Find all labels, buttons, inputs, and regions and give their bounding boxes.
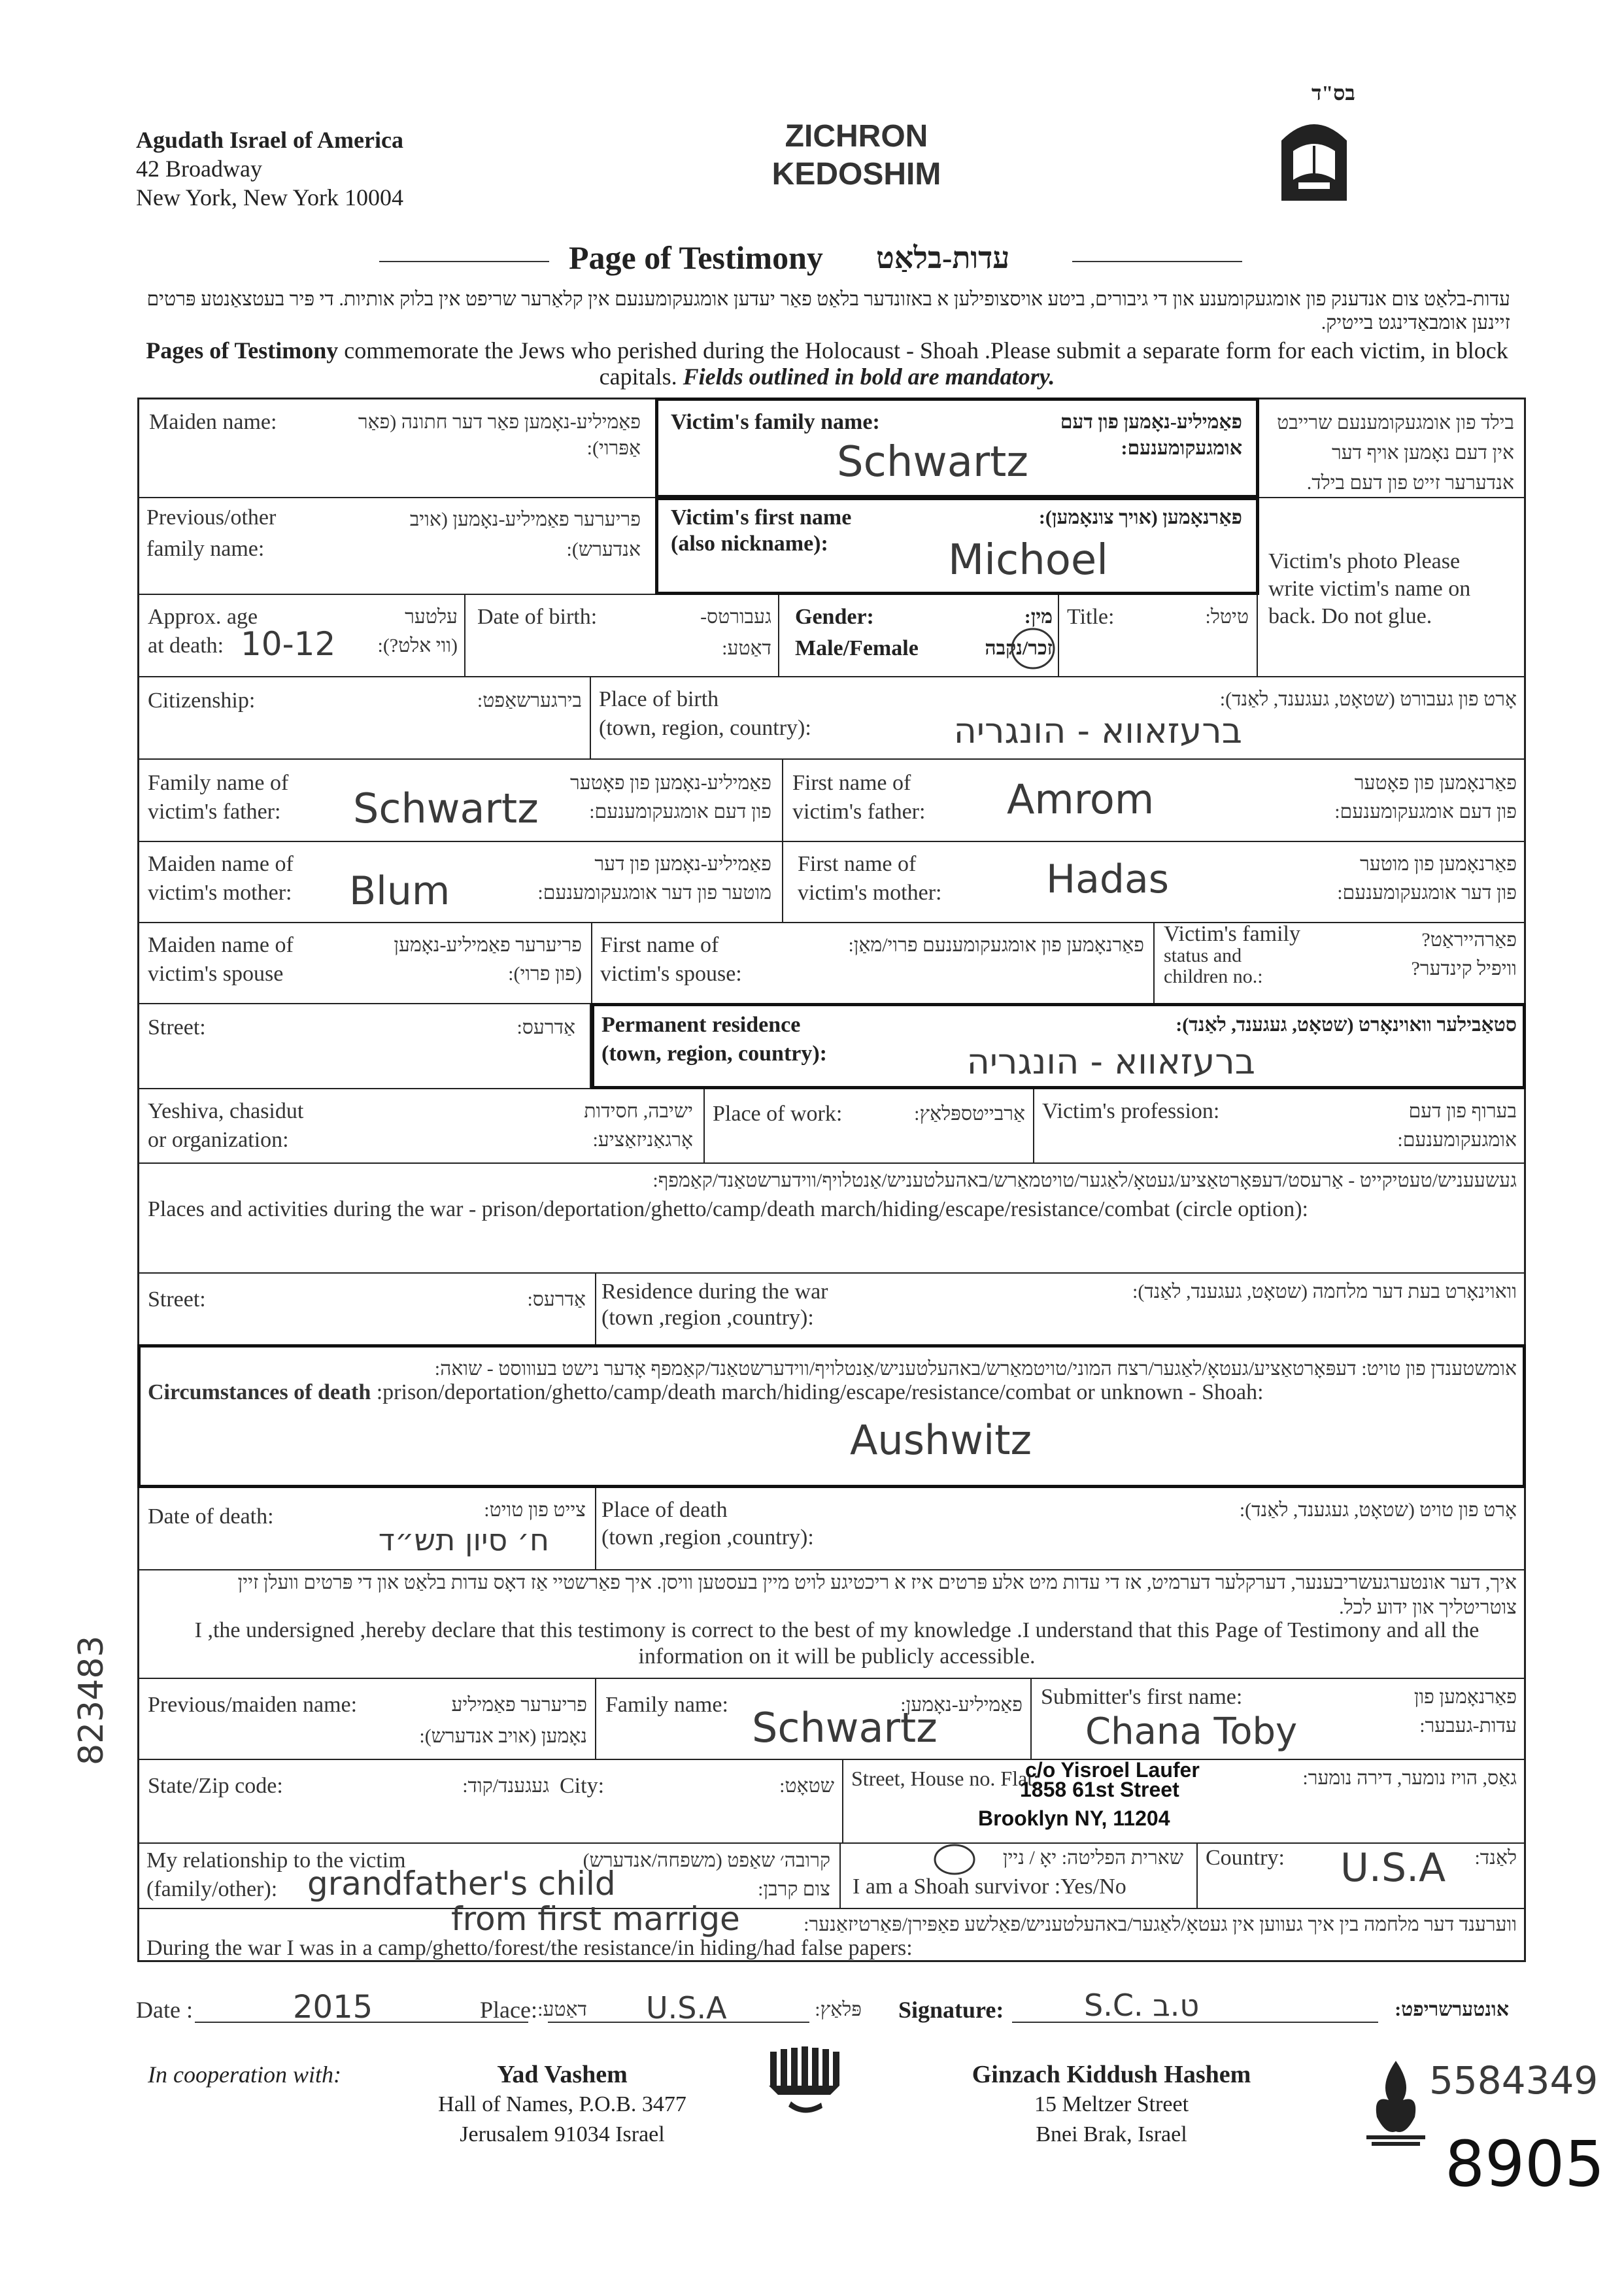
yeshiva-he2: אָרגאַניזאַציע: <box>592 1129 693 1151</box>
circumstances-label <box>148 1380 1517 1406</box>
street-he: אַדרעס: <box>516 1017 575 1038</box>
margin-number: 823483 <box>72 1635 111 1765</box>
father-family-label1: Family name of <box>148 771 289 795</box>
family-name-label: Victim's family name: <box>671 410 880 434</box>
father-first-value[interactable]: Amrom <box>1007 775 1155 823</box>
address-stamp-line2: 1858 61st Street <box>1020 1778 1179 1801</box>
work-label: Place of work: <box>713 1102 843 1126</box>
sub-prev-label: Previous/maiden name: <box>148 1693 358 1717</box>
activities-he: געשעעניש/טעטיקייט - אַרעסט/דעפּאָרטאַציע/געטאָ/לאַגער/טויטמאַרש/באהעלטעניש/אַנטלויף/ווידערשטאַנד/קאַמפף: <box>652 1170 1517 1191</box>
spouse-maiden-label2: victim's spouse <box>148 962 284 986</box>
address-stamp-line1: c/o Yisroel Laufer <box>1025 1758 1200 1782</box>
ginzach-addr1: 15 Meltzer Street <box>1034 2092 1189 2116</box>
family-status-label1: Victim's family <box>1164 922 1300 946</box>
spouse-first-he: פאַרנאָמען פון אומגעקומענעם פרוי/מאַן: <box>848 934 1144 956</box>
dob-he2: דאַטע: <box>722 637 771 659</box>
relationship-value2[interactable]: from first marrige <box>451 1900 740 1938</box>
state-zip-he: געגענד/קוד: <box>462 1775 549 1797</box>
circumstances-label-text: :prison/deportation/ghetto/camp/death march/hiding/escape/resistance/combat or unknown - Shoah: <box>371 1380 1264 1404</box>
age-he2: (ווי אלט?): <box>377 635 458 656</box>
form-title-line1: ZICHRON <box>785 119 928 154</box>
activities-label: Places and activities during the war - prison/deportation/ghetto/camp/death march/hiding/escape/resistance/combat (circle option): <box>148 1197 1308 1221</box>
pob-label1: Place of birth <box>599 687 719 711</box>
title-label: Title: <box>1067 605 1115 629</box>
city-he: שטאָט: <box>779 1775 834 1797</box>
citizenship-he: בירגערשאַפט: <box>477 690 582 711</box>
citizenship-label: Citizenship: <box>148 688 256 713</box>
war-street-label: Street: <box>148 1287 206 1312</box>
sub-first-label: Submitter's first name: <box>1041 1685 1243 1709</box>
ginzach-block <box>928 2060 1294 2150</box>
menorah-logo-icon <box>765 2045 843 2117</box>
house-label: Street, House no. Flat: <box>851 1767 1040 1790</box>
large-number: 8905 <box>1445 2128 1605 2201</box>
mother-first-label2: victim's mother: <box>798 881 942 905</box>
intro-italic: Fields outlined in bold are mandatory. <box>683 364 1055 390</box>
war-street-he: אַדרעס: <box>527 1289 586 1310</box>
first-name-label2: (also nickname): <box>671 532 828 556</box>
sub-first-he2: עדות-געבער: <box>1419 1715 1517 1737</box>
sub-family-he: פאַמיליע-נאָמען: <box>900 1694 1023 1716</box>
profession-label: Victim's profession: <box>1042 1099 1220 1123</box>
pod-label1: Place of death <box>601 1498 728 1522</box>
yad-vashem-addr1: Hall of Names, P.O.B. 3477 <box>438 2092 686 2116</box>
country-he: לאַנד: <box>1474 1847 1517 1869</box>
pob-value[interactable]: ברעזאווא - הונגריה <box>953 710 1242 751</box>
pod-label2: (town ,region ,country): <box>601 1525 814 1550</box>
age-label2: at death: <box>148 634 224 658</box>
country-label: Country: <box>1206 1846 1285 1870</box>
relationship-label2: (family/other): <box>146 1877 278 1901</box>
ginzach-addr2: Bnei Brak, Israel <box>1036 2122 1187 2146</box>
sub-first-he1: פאַרנאָמען פון <box>1413 1686 1517 1708</box>
country-value[interactable]: U.S.A <box>1340 1845 1446 1891</box>
photo-instructions-he: בילד פון אומגעקומענעם שרייבט אין דעם נאָמען אויף דער אנדערער זייט פון דעם בילד. <box>1277 412 1514 494</box>
city-label: City: <box>560 1774 605 1798</box>
age-label1: Approx. age <box>148 605 258 629</box>
mother-first-label1: First name of <box>798 852 917 876</box>
bsd-mark: בס"ד <box>1311 81 1355 105</box>
during-war-he: ווערענד דער מלחמה בין איך געווען אין געטאָ/לאַגער/באהעלטעניש/פאַלשע פאַפּירן/פּאַרטיזאַנער: <box>804 1914 1517 1935</box>
father-first-label2: victim's father: <box>792 800 926 824</box>
mother-first-he1: פאַרנאָמען פון מוטער <box>1360 853 1517 875</box>
cooperation-label: In cooperation with: <box>148 2061 341 2088</box>
father-first-label1: First name of <box>792 771 911 795</box>
work-he: אַרבייטספּלאַץ: <box>914 1103 1025 1125</box>
sub-family-value[interactable]: Schwartz <box>752 1704 938 1752</box>
mother-maiden-label1: Maiden name of <box>148 852 294 876</box>
yad-vashem-block <box>405 2060 719 2150</box>
spouse-first-label2: victim's spouse: <box>600 962 742 986</box>
mother-maiden-he1: פאַמיליע-נאָמען פון דער <box>594 853 771 875</box>
form-title <box>719 118 994 194</box>
pob-he: אָרט פון געבורט (שטאָט, געגענד, לאַנד): <box>1219 688 1517 710</box>
spouse-first-label1: First name of <box>600 933 719 957</box>
relationship-he2: צום קרבן: <box>758 1878 830 1900</box>
war-residence-label1: Residence during the war <box>601 1280 828 1304</box>
residence-label2: (town, region, country): <box>601 1042 827 1066</box>
place-value[interactable]: U.S.A <box>646 1990 727 2026</box>
place-he: פּלאַץ: <box>815 1999 862 2020</box>
signature-line <box>136 1988 1509 2033</box>
date-label: Date : <box>136 1997 193 2023</box>
signature-label: Signature: <box>898 1997 1004 2023</box>
father-first-he2: פון דעם אומגעקומענעם: <box>1334 801 1517 822</box>
address-stamp-line3: Brooklyn NY, 11204 <box>978 1806 1170 1830</box>
gender-circle-mark <box>1009 625 1057 672</box>
sub-prev-he1: פריערער פאַמיליע <box>451 1694 587 1716</box>
family-status-label3: children no.: <box>1164 966 1263 987</box>
signature-he: אונטערשריפט: <box>1395 1999 1509 2020</box>
residence-value[interactable]: ברעזאווא - הונגריה <box>966 1041 1255 1082</box>
relationship-label1: My relationship to the victim <box>146 1848 406 1873</box>
pob-label2: (town, region, country): <box>599 716 811 740</box>
mother-maiden-he2: מוטער פון דער אומגעקומענעם: <box>537 882 771 904</box>
reference-number: 5584349 <box>1429 2058 1599 2103</box>
circumstances-he: אומשטענדן פון טויט: דעפּאָרטאַציע/געטאָ/לאַגער/רצח המוני/טויטמאַרש/באהעלטעניש/אַנטלויף/ווידערשטאַנד/קאַמפף אָדער נישט בעוווסט - שואה: <box>434 1358 1517 1380</box>
survivor-label: I am a Shoah survivor :Yes/No <box>853 1874 1126 1899</box>
family-status-he1: פאַרהייראַט? <box>1421 929 1517 951</box>
age-he1: עלטער <box>405 606 458 628</box>
page-title-hebrew: עדות-בלאַט <box>876 241 1010 275</box>
mother-maiden-value[interactable]: Blum <box>349 868 450 914</box>
war-residence-label2: (town ,region ,country): <box>601 1306 814 1330</box>
dod-value[interactable]: ח׳ סיון תש״ד <box>378 1522 549 1557</box>
war-residence-he: וואוינאָרט בעת דער מלחמה (שטאָט, געגענד, לאַנד): <box>1132 1281 1517 1302</box>
maiden-name-label: Maiden name: <box>149 410 277 434</box>
house-he: גאַס, הויז נומער, דירה נומער: <box>1302 1767 1517 1789</box>
maiden-name-he: פאַמיליע-נאָמען פאַר דער חתונה (פאַר אַפּרוי): <box>358 411 641 459</box>
residence-he: סטאַבילער וואוינאָרט (שטאָט, געגענד, לאַנד): <box>1176 1014 1517 1036</box>
survivor-he: שארית הפליטה: יאָ / ניין <box>1002 1847 1183 1869</box>
family-status-label2: status and <box>1164 945 1242 966</box>
yad-vashem-addr2: Jerusalem 91034 Israel <box>460 2122 665 2146</box>
spouse-maiden-he1: פריערער פאַמיליע-נאָמען <box>394 934 582 956</box>
prev-family-label1: Previous/other <box>146 505 277 530</box>
prev-family-label2: family name: <box>146 537 265 561</box>
father-family-value[interactable]: Schwartz <box>353 785 539 832</box>
first-name-label1: Victim's first name <box>671 505 852 530</box>
gender-he1: מין: <box>1024 606 1053 628</box>
gender-he2: זכר/נקבה <box>985 637 1053 659</box>
gender-label2: Male/Female <box>795 636 919 660</box>
during-war-label: During the war I was in a camp/ghetto/forest/the resistance/in hiding/had false papers: <box>146 1936 913 1960</box>
intro-english <box>144 337 1510 390</box>
org-block <box>136 126 403 212</box>
flame-logo-icon <box>1360 2058 1432 2150</box>
first-name-he: פאַרנאָמען (אויך צונאָמען): <box>1038 507 1242 528</box>
org-name: Agudath Israel of America <box>136 127 403 153</box>
intro-bold: Pages of Testimony <box>146 337 339 364</box>
yad-vashem-name: Yad Vashem <box>497 2061 628 2088</box>
org-address-line2: New York, New York 10004 <box>136 184 404 211</box>
family-name-he: פאַמיליע-נאָמען פון דעם אומגעקומענעם: <box>1060 411 1242 459</box>
intro-text: commemorate the Jews who perished during the Holocaust - Shoah .Please submit a separate form for each victim, in block capitals. <box>338 337 1508 390</box>
date-he: דאַטע: <box>537 1999 587 2020</box>
family-name-value[interactable]: Schwartz <box>837 438 1028 486</box>
dob-label: Date of birth: <box>477 605 598 629</box>
first-name-value[interactable]: Michoel <box>948 536 1109 585</box>
father-family-he1: פאַמיליע-נאָמען פון פאָטער <box>570 772 771 794</box>
gender-label1: Gender: <box>795 605 874 629</box>
sub-prev-he2: נאָמען (אויב אנדערש): <box>419 1725 587 1747</box>
declaration-en: I ,the undersigned ,hereby declare that this testimony is correct to the best of my knowledge .I understand that this Page of Testimony and all the information on it will be publicly accessible. <box>194 1618 1480 1669</box>
photo-instructions: Victim's photo Please write victim's name on back. Do not glue. <box>1268 549 1471 628</box>
yeshiva-he1: ישיבה, חסידות <box>584 1100 693 1122</box>
place-label: Place: <box>480 1997 537 2023</box>
yeshiva-label2: or organization: <box>148 1128 289 1152</box>
family-status-he2: וויפיל קינדער? <box>1411 958 1517 979</box>
ginzach-name: Ginzach Kiddush Hashem <box>972 2061 1251 2088</box>
sub-family-label: Family name: <box>605 1693 728 1717</box>
mother-first-he2: פון דער אומגעקומענעם: <box>1337 882 1517 904</box>
intro-hebrew: עדות-בלאַט צום אנדענק פון אומגעקומענע און די גיבורים, ביטע אויסצופילען א באזונדער בלאַט פאַר יעדען אומגעקומענעם אין קלאַרער שריפט אין בלוק אותיות. די פּיר בעטצאַנטע פּרטים זיינען אומבאַדינגט בייטיק. <box>146 288 1510 333</box>
profession-he1: בערוף פון דעם <box>1408 1100 1517 1122</box>
sub-first-value[interactable]: Chana Toby <box>1085 1710 1298 1753</box>
relationship-value1[interactable]: grandfather's child <box>307 1865 616 1903</box>
title-he: טיטל: <box>1205 606 1249 628</box>
survivor-circle-mark <box>932 1842 977 1876</box>
circumstances-value[interactable]: Aushwitz <box>850 1416 1032 1464</box>
book-logo-icon <box>1275 114 1353 203</box>
yeshiva-label1: Yeshiva, chasidut <box>148 1099 304 1123</box>
age-value[interactable]: 10-12 <box>241 625 336 663</box>
declaration-he: איך, דער אונטערגעשריבענער, דערקלער דערמיט, אז די עדות מיט אלע פּרטים איז א ריכטיגע לויט מיין בעסטען וויסן. איך פאַרשטיי אַז דאָס עדות בלאַט און די פּרטים וועלן זיין צוטריטליך און ידוע לכל. <box>237 1572 1517 1618</box>
pod-he: אָרט פון טויט (שטאָט, געגענד, לאַנד): <box>1239 1499 1517 1521</box>
dob-he1: געבורטס- <box>700 606 771 628</box>
street-label: Street: <box>148 1015 206 1040</box>
father-family-label2: victim's father: <box>148 800 281 824</box>
spouse-maiden-he2: (פון פרוי): <box>508 963 582 985</box>
signature-value[interactable]: S.C. ט.ב <box>1084 1988 1200 2023</box>
state-zip-label: State/Zip code: <box>148 1774 283 1798</box>
mother-first-value[interactable]: Hadas <box>1046 856 1169 902</box>
dod-he: צייט פון טויט: <box>484 1499 586 1521</box>
mother-maiden-label2: victim's mother: <box>148 881 292 905</box>
prev-family-he: פריערער פאַמיליע-נאָמען (אויב אנדערש): <box>409 509 641 560</box>
circumstances-label-bold: Circumstances of death <box>148 1380 371 1404</box>
page-title: Page of Testimony <box>569 239 823 276</box>
date-value[interactable]: 2015 <box>293 1989 373 2026</box>
residence-label1: Permanent residence <box>601 1013 801 1037</box>
spouse-maiden-label1: Maiden name of <box>148 933 294 957</box>
form-title-line2: KEDOSHIM <box>771 157 941 192</box>
dod-label: Date of death: <box>148 1504 274 1529</box>
relationship-he1: קרובה׳ שאַפט (משפחה/אנדערש) <box>583 1850 830 1871</box>
father-family-he2: פון דעם אומגעקומענעם: <box>589 801 771 822</box>
father-first-he1: פאַרנאָמען פון פאָטער <box>1354 772 1517 794</box>
org-address-line1: 42 Broadway <box>136 156 262 182</box>
profession-he2: אומגעקומענעם: <box>1397 1129 1517 1151</box>
